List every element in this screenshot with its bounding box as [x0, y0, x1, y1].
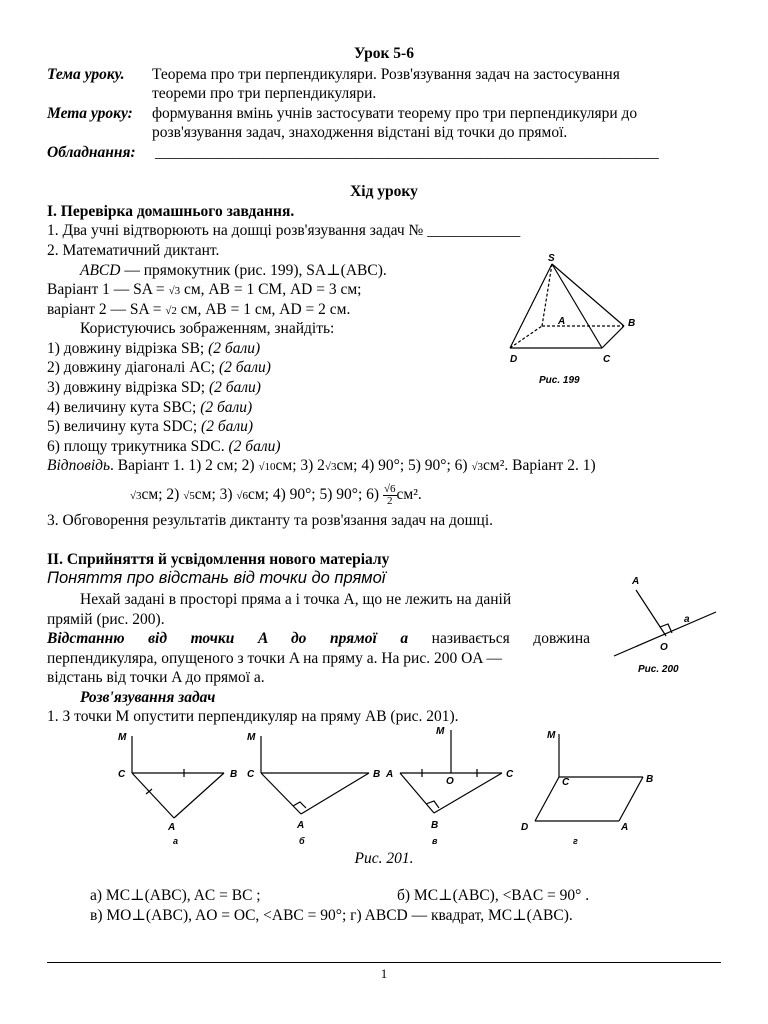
goal-label: Мета уроку: [47, 105, 133, 122]
task-5 [47, 417, 253, 436]
condition-a: а) MC⊥(ABC), AC = BC ; [90, 887, 261, 904]
answer-line-2 [130, 484, 422, 507]
answer-l2-c: см; 4) 90°; 5) 90°; 6) [247, 486, 383, 504]
fig200-perpendicular-oa [636, 590, 666, 636]
fig201g-label-m: M [547, 730, 556, 741]
fig201g-sublabel: г [573, 836, 578, 846]
p1-line2: прямій (рис. 200). [47, 611, 165, 628]
fig201g-label-b: B [646, 774, 654, 785]
fig201v-label-a: A [386, 769, 394, 780]
p1-line1: Нехай задані в просторі пряма a і точка A, що не лежить на даній [80, 591, 512, 608]
fig199-label-d: D [510, 354, 518, 365]
task-5-text: 5) величину кута SDC; [47, 418, 202, 435]
fig200-label-a-point: A [632, 576, 640, 587]
fraction-denominator: 2 [386, 495, 393, 507]
task-6-points: (2 бали) [228, 438, 281, 455]
task-1-text: 1) довжину відрізка SB; [47, 340, 209, 357]
fig200-caption: Рис. 200 [638, 664, 679, 675]
fig201b-label-c: C [247, 769, 255, 780]
figure-201-g [515, 722, 665, 850]
figure-199 [506, 250, 646, 390]
fig201-caption: Рис. 201. [354, 850, 414, 867]
fig201v-label-m: M [436, 726, 445, 737]
fig200-label-o: O [660, 642, 668, 653]
problems-heading: Розв'язування задач [80, 689, 216, 706]
fig201b-ab [301, 773, 369, 814]
def-term: Відстанню від точки A до прямої a [47, 630, 409, 647]
task-2-text: 2) довжину діагоналі AC; [47, 359, 219, 376]
answer-l1-rad3: √3 [471, 461, 484, 473]
def-line2: перпендикуляра, опущеного з точки A на пряму a. На рис. 200 OA — [47, 650, 503, 667]
task-1 [47, 339, 260, 358]
task-4-text: 4) величину кута SBC; [47, 399, 201, 416]
fig201b-label-a: A [297, 820, 305, 831]
answer-l2-d: см². [396, 486, 422, 504]
page-number: 1 [380, 966, 388, 981]
section1-heading: I. Перевірка домашнього завдання. [47, 203, 295, 220]
goal-text-1: формування вмінь учнів застосувати теорему про три перпендикуляри до [152, 105, 638, 122]
abcd-name: ABCD [80, 262, 121, 279]
variant1-text-a: Варіант 1 — SA = [47, 281, 169, 298]
fig201v-bc [434, 773, 502, 813]
answer-l1-a: . Варіант 1. 1) 2 см; 2) [110, 457, 259, 474]
abcd-desc: — прямокутник (рис. 199), SA⊥(ABC). [120, 262, 387, 279]
answer-l2-rad2: √5 [183, 490, 195, 503]
fig201v-label-b: B [431, 820, 439, 831]
lesson-title: Урок 5-6 [354, 45, 414, 62]
variant2-radical: √2 [165, 305, 177, 317]
figure-201-b [245, 722, 385, 850]
fig201g-cd [535, 777, 559, 821]
fig201a-ca [132, 773, 174, 818]
task-6-text: 6) площу трикутника SDC. [47, 438, 229, 455]
equipment-blank: _________________________________________________________________ [155, 144, 659, 161]
topic-text-2: теореми про три перпендикуляри. [152, 85, 377, 102]
def-line3: відстань від точки A до прямої a. [47, 669, 265, 686]
answer-l1-rad2: √3 [324, 461, 337, 473]
fig201g-label-a: A [621, 822, 629, 833]
progress-title: Хід уроку [350, 183, 418, 200]
variant1-line [47, 280, 361, 301]
variant1-radical: √3 [168, 285, 181, 297]
task-2-points: (2 бали) [218, 359, 271, 376]
equipment-line [47, 143, 659, 162]
task-2 [47, 358, 271, 377]
condition-v-g: в) MO⊥(ABC), AO = OC, <ABC = 90°; г) ABCD — квадрат, MC⊥(ABC). [90, 907, 573, 924]
fig201a-sublabel: а [173, 836, 179, 846]
fig201a-label-b: B [230, 769, 238, 780]
fig201a-label-m: M [118, 732, 127, 743]
answer-l2-fraction [383, 484, 397, 507]
fig201v-label-c: C [506, 769, 514, 780]
figure-201-a [110, 722, 250, 850]
fig201b-label-b: B [373, 769, 381, 780]
answer-l1-d: см². Варіант 2. 1) [483, 457, 596, 474]
figure-200 [610, 572, 725, 682]
answer-l2-b: см; 3) [194, 486, 237, 504]
problem-1: 1. З точки M опустити перпендикуляр на пряму AB (рис. 201). [47, 708, 459, 725]
task-6 [47, 437, 281, 456]
condition-b: б) MC⊥(ABC), <BAC = 90° . [397, 887, 590, 904]
task-3-text: 3) довжину відрізка SD; [47, 379, 209, 396]
footer-rule [47, 962, 721, 963]
fig201v-label-o: O [446, 776, 454, 787]
equipment-label: Обладнання: [47, 144, 136, 161]
fig201v-ab [400, 773, 434, 813]
goal-text-2: розв'язування задач, знаходження відстані від точки до прямої. [152, 124, 568, 141]
section2-heading: II. Сприйняття й усвідомлення нового матеріалу [47, 551, 390, 568]
answer-l1-rad1: √10 [258, 461, 276, 473]
variant1-text-b: см, AB = 1 СМ, AD = 3 см; [180, 281, 362, 298]
topic-label: Тема уроку. [47, 66, 125, 83]
task-4-points: (2 бали) [200, 399, 253, 416]
section1-item3: 3. Обговорення результатів диктанту та розв'язання задач на дошці. [47, 512, 494, 529]
goal-line-1 [47, 104, 638, 123]
variant2-line [47, 300, 350, 321]
fig201a-label-c: C [118, 769, 126, 780]
variant2-text-b: см, AB = 1 см, AD = 2 см. [176, 301, 351, 318]
variant2-text-a: варіант 2 — SA = [47, 301, 166, 318]
task-3-points: (2 бали) [208, 379, 261, 396]
fig199-label-a: A [558, 316, 566, 327]
def-line1-rest: називається довжина [408, 630, 590, 647]
fraction-numerator: √6 [383, 483, 396, 495]
fig199-label-b: B [628, 318, 636, 329]
using-line: Користуючись зображенням, знайдіть: [80, 320, 335, 337]
fig199-edge-cb [602, 326, 624, 348]
fig201g-label-d: D [521, 822, 529, 833]
answer-l2-a: см; 2) [141, 486, 184, 504]
task-5-points: (2 бали) [201, 418, 254, 435]
section2-subheading: Поняття про відстань від точки до прямої [47, 569, 386, 587]
fig199-edge-sc [552, 264, 602, 348]
task-3 [47, 378, 261, 397]
task-1-points: (2 бали) [208, 340, 261, 357]
topic-line-1 [47, 65, 620, 84]
fig201v-right-angle-mark [426, 801, 439, 808]
def-line1 [47, 629, 590, 648]
fig199-label-s: S [548, 253, 555, 264]
fig201a-label-a: A [168, 822, 176, 833]
figure-201-v [382, 722, 527, 850]
abcd-line [80, 261, 387, 280]
section1-item2: 2. Математичний диктант. [47, 242, 220, 259]
answer-l2-rad1: √3 [130, 490, 142, 503]
fig199-label-c: C [603, 354, 611, 365]
fig201v-sublabel: в [432, 836, 438, 846]
answer-l1-c: см; 4) 90°; 5) 90°; 6) [336, 457, 472, 474]
fig201a-ab [174, 773, 224, 818]
fig201g-label-c: C [562, 777, 570, 788]
fig201b-label-m: M [247, 732, 256, 743]
answer-line-1 [47, 456, 596, 477]
fig200-label-a-line: a [684, 614, 690, 625]
answer-l1-b: см; 3) 2 [275, 457, 325, 474]
section1-item1: 1. Два учні відтворюють на дошці розв'язування задач № ____________ [47, 222, 521, 239]
fig201b-sublabel: б [299, 836, 305, 846]
fig199-caption: Рис. 199 [539, 375, 580, 386]
answer-label: Відповідь [47, 457, 111, 474]
fig201b-ca [261, 773, 301, 814]
answer-l2-rad3: √6 [236, 490, 248, 503]
task-4 [47, 398, 252, 417]
fig201g-ab [619, 777, 643, 821]
topic-text-1: Теорема про три перпендикуляри. Розв'язування задач на застосування [152, 66, 620, 83]
fig199-edge-da-dashed [510, 326, 542, 348]
